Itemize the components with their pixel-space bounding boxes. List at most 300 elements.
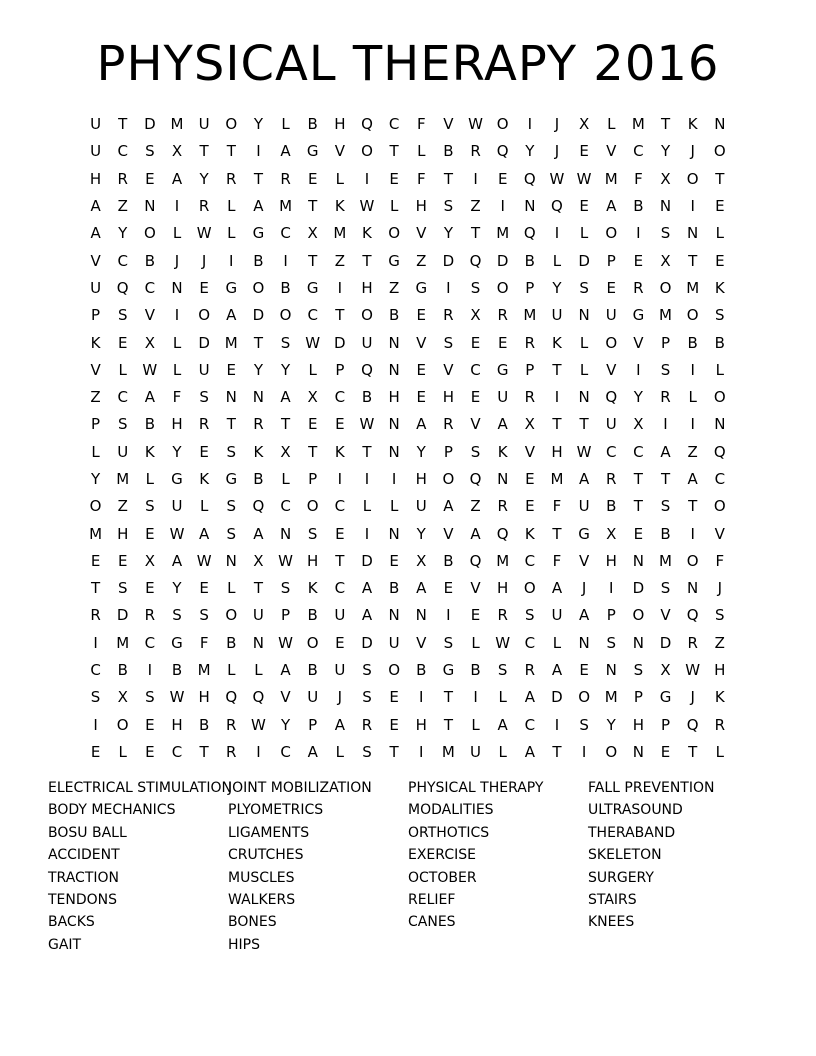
grid-letter: C bbox=[280, 224, 291, 243]
grid-letter: L bbox=[281, 115, 290, 134]
grid-letter: Q bbox=[523, 169, 536, 188]
word-list-item: BACKS bbox=[48, 914, 95, 931]
grid-letter: N bbox=[632, 742, 644, 761]
grid-letter: A bbox=[253, 524, 264, 543]
grid-letter: S bbox=[280, 333, 291, 352]
grid-letter: U bbox=[252, 606, 264, 625]
grid-letter: M bbox=[279, 197, 293, 216]
grid-letter: V bbox=[470, 415, 481, 434]
grid-letter: E bbox=[145, 169, 155, 188]
grid-row bbox=[82, 193, 734, 220]
word-list-item: JOINT MOBILIZATION bbox=[228, 780, 372, 796]
grid-letter: E bbox=[226, 360, 237, 379]
grid-letter: U bbox=[470, 742, 482, 761]
grid-row bbox=[82, 111, 734, 138]
grid-letter: N bbox=[144, 197, 156, 216]
grid-letter: C bbox=[144, 633, 156, 652]
word-list-item: WALKERS bbox=[228, 892, 296, 909]
grid-letter: U bbox=[90, 142, 102, 161]
grid-row bbox=[82, 275, 734, 302]
grid-letter: W bbox=[196, 551, 212, 570]
grid-letter: Y bbox=[172, 442, 182, 461]
grid-letter: M bbox=[604, 169, 618, 188]
grid-letter: V bbox=[280, 688, 291, 707]
grid-letter: I bbox=[229, 251, 234, 270]
grid-letter: U bbox=[605, 306, 617, 325]
grid-letter: L bbox=[145, 470, 155, 488]
grid-letter: P bbox=[91, 306, 101, 325]
grid-letter: L bbox=[579, 333, 589, 352]
grid-letter: I bbox=[337, 278, 343, 297]
grid-row bbox=[82, 384, 734, 411]
grid-letter: L bbox=[688, 388, 697, 407]
word-list-item: HIPS bbox=[228, 936, 260, 953]
grid-letter: E bbox=[117, 333, 128, 352]
word-column bbox=[48, 777, 232, 956]
grid-letter: O bbox=[632, 606, 645, 625]
grid-letter: T bbox=[362, 442, 372, 461]
grid-letter: O bbox=[89, 497, 102, 516]
grid-letter: O bbox=[686, 169, 699, 188]
grid-letter: L bbox=[552, 633, 562, 652]
grid-letter: Z bbox=[470, 197, 481, 216]
grid-letter: S bbox=[525, 606, 535, 625]
grid-letter: V bbox=[524, 442, 535, 461]
grid-letter: J bbox=[554, 115, 560, 134]
grid-row bbox=[82, 712, 734, 739]
word-list-item: ELECTRICAL STIMULATION bbox=[48, 780, 232, 796]
grid-letter: Q bbox=[225, 688, 238, 707]
grid-letter: J bbox=[201, 251, 207, 270]
grid-letter: U bbox=[171, 497, 183, 516]
grid-letter: B bbox=[443, 551, 454, 570]
grid-letter: E bbox=[715, 197, 725, 216]
grid-letter: Y bbox=[280, 360, 291, 379]
grid-letter: D bbox=[578, 251, 590, 270]
grid-letter: Y bbox=[552, 278, 562, 297]
grid-letter: X bbox=[280, 442, 291, 461]
grid-letter: C bbox=[524, 551, 536, 570]
grid-letter: R bbox=[253, 415, 264, 434]
grid-letter: A bbox=[551, 579, 563, 598]
grid-letter: I bbox=[446, 606, 451, 625]
grid-letter: I bbox=[473, 688, 478, 707]
grid-letter: S bbox=[633, 661, 644, 680]
grid-letter: C bbox=[633, 442, 644, 461]
grid-letter: T bbox=[90, 579, 101, 598]
word-list-item: RELIEF bbox=[408, 892, 456, 909]
grid-letter: A bbox=[334, 715, 345, 734]
grid-letter: E bbox=[335, 524, 345, 543]
grid-letter: S bbox=[660, 579, 671, 598]
grid-letter: K bbox=[497, 442, 508, 461]
grid-letter: N bbox=[687, 579, 699, 598]
grid-letter: I bbox=[690, 524, 695, 543]
grid-letter: N bbox=[632, 551, 644, 570]
grid-letter: Y bbox=[118, 224, 128, 243]
grid-letter: B bbox=[443, 142, 454, 161]
grid-letter: E bbox=[145, 524, 155, 543]
word-list-item: CANES bbox=[408, 914, 456, 931]
grid-letter: O bbox=[198, 306, 211, 325]
grid-letter: X bbox=[660, 251, 671, 270]
grid-letter: V bbox=[714, 524, 725, 543]
grid-letter: X bbox=[470, 306, 481, 325]
grid-letter: N bbox=[171, 278, 183, 297]
grid-letter: L bbox=[389, 197, 399, 216]
grid-letter: X bbox=[606, 524, 617, 543]
word-list-item: SKELETON bbox=[588, 847, 662, 864]
grid-letter: Z bbox=[117, 497, 128, 516]
grid-letter: R bbox=[117, 169, 128, 188]
grid-letter: T bbox=[253, 169, 263, 188]
grid-row bbox=[82, 657, 734, 684]
grid-row bbox=[82, 684, 734, 711]
grid-letter: Y bbox=[525, 142, 535, 161]
grid-letter: K bbox=[524, 524, 535, 543]
grid-row bbox=[82, 329, 734, 356]
grid-letter: E bbox=[389, 551, 399, 570]
word-list-item: MODALITIES bbox=[408, 802, 494, 819]
grid-letter: L bbox=[308, 360, 317, 379]
grid-letter: A bbox=[171, 169, 183, 188]
grid-letter: P bbox=[525, 360, 535, 379]
grid-letter: L bbox=[118, 360, 127, 379]
grid-letter: E bbox=[335, 415, 345, 434]
grid-letter: I bbox=[364, 524, 370, 543]
grid-letter: K bbox=[144, 442, 155, 461]
grid-letter: M bbox=[224, 333, 238, 352]
grid-letter: D bbox=[551, 688, 563, 707]
grid-letter: G bbox=[659, 688, 672, 707]
grid-letter: N bbox=[632, 633, 644, 652]
grid-letter: E bbox=[199, 278, 209, 297]
grid-letter: G bbox=[415, 278, 428, 297]
grid-letter: N bbox=[388, 606, 400, 625]
grid-letter: M bbox=[496, 224, 510, 243]
grid-letter: E bbox=[145, 742, 155, 761]
grid-letter: B bbox=[117, 661, 128, 680]
grid-letter: I bbox=[609, 579, 614, 598]
grid-letter: I bbox=[581, 742, 587, 761]
grid-letter: X bbox=[578, 115, 590, 134]
grid-letter: Z bbox=[90, 388, 101, 407]
grid-letter: O bbox=[496, 278, 509, 297]
grid-letter: E bbox=[579, 142, 589, 161]
grid-row bbox=[82, 302, 734, 329]
grid-letter: R bbox=[280, 169, 291, 188]
grid-letter: S bbox=[172, 606, 182, 625]
grid-letter: E bbox=[389, 715, 399, 734]
word-list-item: EXERCISE bbox=[408, 847, 476, 864]
grid-letter: G bbox=[171, 470, 183, 488]
grid-letter: V bbox=[443, 524, 454, 543]
grid-letter: D bbox=[496, 251, 509, 270]
grid-letter: I bbox=[256, 742, 261, 761]
grid-letter: E bbox=[579, 197, 589, 216]
grid-letter: A bbox=[470, 524, 481, 543]
grid-letter: O bbox=[143, 224, 156, 243]
grid-letter: E bbox=[525, 470, 535, 488]
grid-letter: M bbox=[659, 306, 672, 325]
grid-letter: K bbox=[362, 224, 372, 243]
grid-letter: A bbox=[497, 715, 508, 734]
grid-letter: D bbox=[334, 333, 346, 352]
grid-letter: I bbox=[690, 197, 695, 216]
grid-letter: S bbox=[579, 715, 589, 734]
grid-letter: O bbox=[116, 715, 129, 734]
grid-letter: M bbox=[604, 688, 618, 707]
grid-letter: C bbox=[633, 142, 644, 161]
grid-letter: Y bbox=[253, 115, 263, 134]
grid-letter: N bbox=[388, 333, 400, 352]
grid-letter: P bbox=[308, 715, 318, 734]
grid-letter: N bbox=[388, 360, 400, 379]
grid-letter: N bbox=[497, 470, 509, 488]
grid-letter: B bbox=[253, 470, 264, 488]
grid-row bbox=[82, 520, 734, 547]
grid-letter: E bbox=[307, 169, 318, 188]
word-list bbox=[48, 777, 768, 956]
grid-letter: E bbox=[335, 633, 345, 652]
grid-letter: L bbox=[118, 742, 127, 761]
grid-letter: A bbox=[280, 661, 291, 680]
grid-letter: E bbox=[497, 169, 508, 188]
grid-letter: M bbox=[333, 224, 347, 243]
grid-letter: X bbox=[633, 415, 644, 434]
grid-letter: L bbox=[471, 715, 480, 734]
grid-letter: R bbox=[497, 497, 508, 516]
word-list-item: THERABAND bbox=[588, 824, 676, 841]
grid-letter: P bbox=[633, 688, 643, 707]
grid-letter: U bbox=[90, 278, 102, 297]
grid-letter: L bbox=[498, 742, 507, 761]
word-column bbox=[408, 777, 588, 956]
grid-letter: S bbox=[606, 633, 616, 652]
grid-letter: P bbox=[281, 606, 291, 625]
grid-row bbox=[82, 466, 734, 493]
grid-letter: F bbox=[552, 551, 562, 570]
grid-letter: Y bbox=[416, 524, 426, 543]
grid-letter: Q bbox=[252, 688, 265, 707]
grid-letter: N bbox=[225, 551, 237, 570]
grid-letter: V bbox=[416, 333, 427, 352]
grid-letter: T bbox=[552, 415, 562, 434]
grid-letter: A bbox=[551, 661, 563, 680]
grid-letter: C bbox=[117, 388, 128, 407]
grid-letter: H bbox=[361, 278, 373, 297]
grid-letter: L bbox=[172, 333, 182, 352]
grid-letter: I bbox=[554, 388, 560, 407]
grid-letter: G bbox=[578, 524, 590, 543]
grid-letter: C bbox=[334, 497, 346, 516]
grid-letter: S bbox=[715, 606, 725, 625]
grid-letter: L bbox=[172, 224, 182, 243]
grid-letter: E bbox=[145, 715, 155, 734]
grid-letter: J bbox=[690, 142, 695, 161]
grid-letter: L bbox=[227, 197, 236, 216]
grid-letter: I bbox=[174, 197, 180, 216]
grid-letter: E bbox=[90, 742, 101, 761]
grid-letter: L bbox=[417, 142, 426, 161]
grid-letter: S bbox=[443, 333, 454, 352]
grid-letter: S bbox=[579, 278, 589, 297]
grid-letter: Z bbox=[714, 633, 725, 652]
grid-letter: A bbox=[524, 742, 535, 761]
grid-letter: S bbox=[660, 224, 671, 243]
grid-letter: R bbox=[524, 333, 536, 352]
grid-letter: Y bbox=[172, 579, 182, 598]
grid-letter: R bbox=[198, 197, 210, 216]
grid-letter: I bbox=[500, 197, 505, 216]
grid-letter: J bbox=[554, 142, 560, 161]
grid-letter: F bbox=[634, 169, 643, 188]
grid-letter: B bbox=[687, 333, 698, 352]
grid-letter: O bbox=[496, 115, 509, 134]
grid-letter: S bbox=[497, 661, 508, 680]
grid-letter: Y bbox=[606, 715, 616, 734]
grid-letter: U bbox=[578, 497, 590, 516]
grid-letter: L bbox=[607, 115, 616, 134]
grid-letter: H bbox=[388, 388, 400, 407]
word-column bbox=[228, 777, 408, 956]
grid-letter: M bbox=[441, 742, 455, 761]
grid-letter: A bbox=[226, 306, 237, 325]
word-list-item: LIGAMENTS bbox=[228, 824, 310, 841]
grid-letter: K bbox=[334, 197, 345, 216]
grid-letter: T bbox=[362, 251, 372, 270]
grid-letter: P bbox=[606, 606, 616, 625]
grid-row bbox=[82, 138, 734, 165]
grid-letter: F bbox=[552, 497, 562, 516]
grid-letter: B bbox=[633, 197, 644, 216]
grid-letter: Y bbox=[660, 142, 671, 161]
word-list-item: STAIRS bbox=[588, 892, 637, 909]
grid-letter: V bbox=[443, 360, 454, 379]
grid-letter: O bbox=[306, 633, 319, 652]
grid-letter: X bbox=[117, 688, 128, 707]
grid-letter: C bbox=[307, 306, 318, 325]
grid-letter: P bbox=[606, 251, 616, 270]
word-list-item: ORTHOTICS bbox=[408, 824, 490, 841]
grid-letter: D bbox=[116, 606, 129, 625]
word-list-item: KNEES bbox=[588, 914, 635, 931]
grid-letter: E bbox=[633, 251, 644, 270]
grid-letter: H bbox=[171, 415, 183, 434]
word-list-item: BONES bbox=[228, 914, 277, 931]
grid-letter: V bbox=[334, 142, 345, 161]
grid-letter: E bbox=[389, 169, 399, 188]
grid-letter: R bbox=[144, 606, 156, 625]
grid-letter: E bbox=[199, 579, 209, 598]
grid-letter: O bbox=[361, 142, 373, 161]
grid-letter: G bbox=[442, 661, 455, 680]
grid-letter: A bbox=[361, 606, 373, 625]
grid-letter: L bbox=[471, 633, 480, 652]
grid-letter: B bbox=[144, 251, 155, 270]
grid-letter: D bbox=[361, 551, 373, 570]
grid-letter: I bbox=[554, 715, 560, 734]
grid-letter: Q bbox=[496, 142, 509, 161]
grid-letter: P bbox=[91, 415, 101, 434]
grid-letter: V bbox=[660, 606, 671, 625]
grid-letter: R bbox=[361, 715, 373, 734]
grid-letter: H bbox=[497, 579, 509, 598]
grid-row bbox=[82, 357, 734, 384]
grid-letter: X bbox=[660, 661, 671, 680]
grid-letter: T bbox=[253, 579, 263, 598]
grid-letter: I bbox=[663, 415, 668, 434]
grid-letter: I bbox=[527, 115, 533, 134]
grid-letter: C bbox=[144, 278, 156, 297]
grid-letter: O bbox=[659, 278, 672, 297]
grid-letter: W bbox=[278, 633, 293, 652]
grid-letter: D bbox=[659, 633, 672, 652]
grid-letter: W bbox=[685, 661, 701, 680]
grid-letter: T bbox=[660, 115, 671, 134]
grid-letter: J bbox=[337, 688, 343, 707]
grid-letter: Q bbox=[252, 497, 265, 516]
grid-letter: S bbox=[226, 524, 237, 543]
grid-letter: Z bbox=[117, 197, 128, 216]
grid-letter: C bbox=[606, 442, 617, 461]
word-list-item: PHYSICAL THERAPY bbox=[408, 780, 544, 796]
grid-letter: T bbox=[552, 360, 562, 379]
grid-letter: L bbox=[498, 688, 507, 707]
grid-letter: F bbox=[416, 169, 426, 188]
grid-letter: S bbox=[117, 306, 128, 325]
grid-letter: B bbox=[470, 661, 481, 680]
grid-letter: Y bbox=[280, 715, 291, 734]
grid-letter: G bbox=[632, 306, 645, 325]
grid-letter: L bbox=[579, 224, 589, 243]
grid-letter: C bbox=[470, 360, 481, 379]
grid-letter: T bbox=[552, 524, 562, 543]
grid-letter: T bbox=[118, 115, 128, 134]
grid-letter: R bbox=[633, 278, 644, 297]
grid-letter: D bbox=[361, 633, 373, 652]
grid-letter: O bbox=[713, 388, 726, 407]
grid-letter: R bbox=[443, 415, 454, 434]
grid-letter: D bbox=[632, 579, 645, 598]
word-list-item: TENDONS bbox=[48, 892, 118, 909]
grid-letter: I bbox=[93, 633, 98, 652]
grid-letter: H bbox=[415, 715, 427, 734]
grid-letter: A bbox=[524, 688, 535, 707]
grid-letter: A bbox=[606, 197, 617, 216]
grid-letter: H bbox=[171, 715, 183, 734]
grid-letter: S bbox=[117, 415, 128, 434]
grid-letter: L bbox=[335, 742, 345, 761]
grid-letter: M bbox=[523, 306, 537, 325]
grid-letter: E bbox=[497, 333, 508, 352]
grid-letter: O bbox=[225, 115, 238, 134]
grid-letter: W bbox=[495, 633, 511, 652]
grid-letter: I bbox=[636, 360, 641, 379]
grid-letter: A bbox=[307, 742, 318, 761]
grid-letter: N bbox=[388, 524, 400, 543]
grid-letter: A bbox=[416, 579, 427, 598]
grid-letter: Z bbox=[470, 497, 481, 516]
grid-letter: R bbox=[226, 742, 237, 761]
grid-letter: Z bbox=[388, 278, 400, 297]
grid-letter: S bbox=[660, 360, 671, 379]
grid-letter: J bbox=[717, 579, 723, 598]
grid-letter: K bbox=[90, 333, 101, 352]
grid-letter: O bbox=[713, 142, 726, 161]
grid-letter: T bbox=[443, 715, 453, 734]
grid-letter: B bbox=[606, 497, 617, 516]
